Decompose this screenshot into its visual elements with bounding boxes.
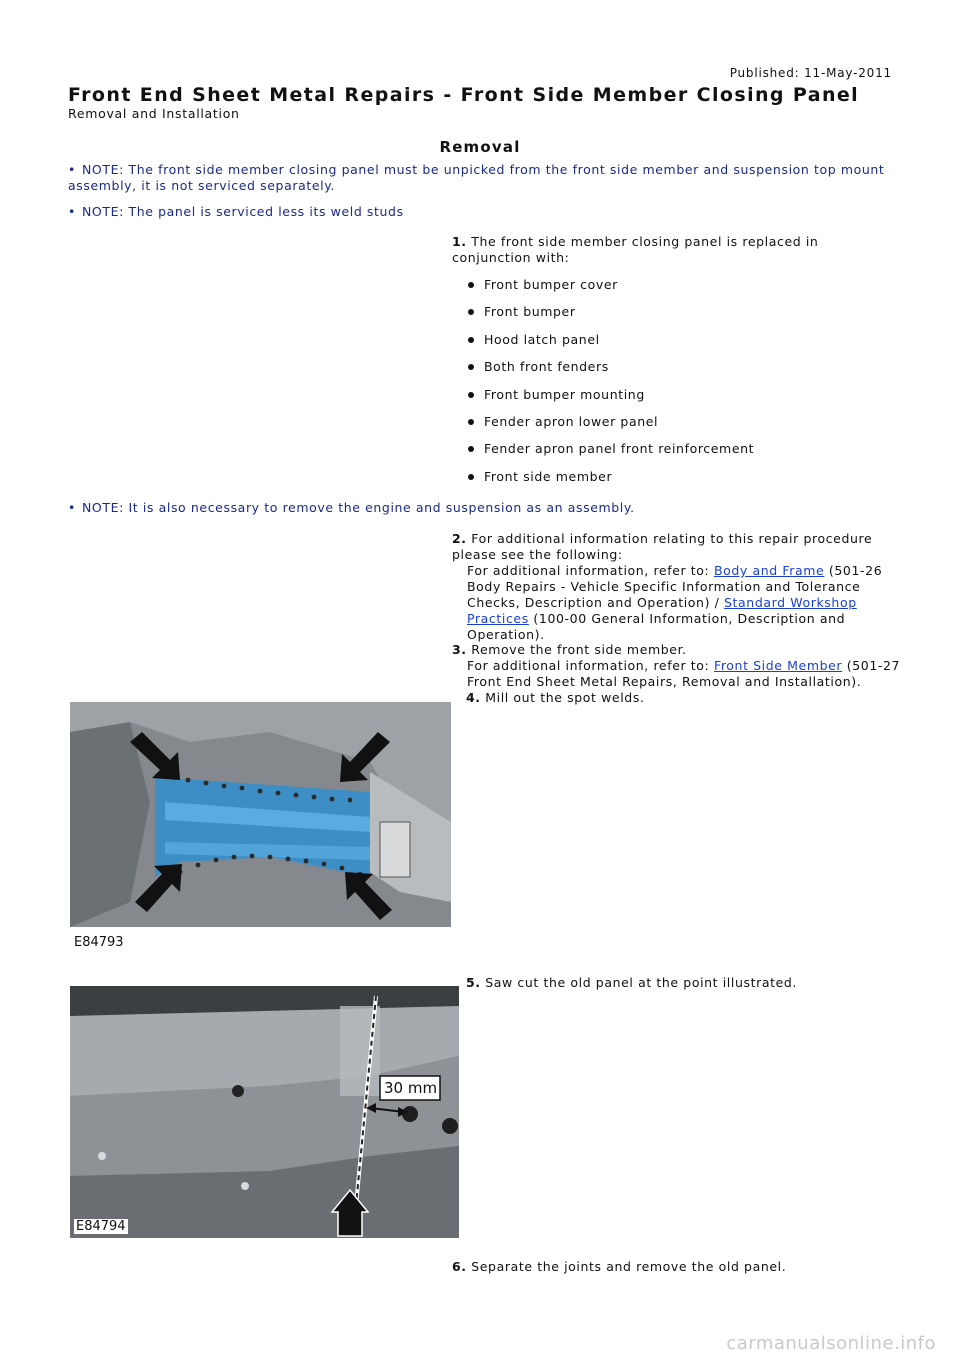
bullet-icon [468,446,474,452]
list-item-label: Front bumper mounting [484,386,645,402]
step-text: The front side member closing panel is replaced in conjunction with: [452,234,819,265]
bullet-icon [468,474,474,480]
saw-cut-drawing [70,986,459,1238]
note-bullet: • [68,500,76,515]
step-2 [452,531,902,643]
link-standard-workshop-practices[interactable]: Standard Workshop Practices [467,595,857,626]
list-item-label: Front side member [484,468,613,484]
reference-text: (501-27 Front End Sheet Metal Repairs, Removal and Installation). [467,658,901,689]
link-body-and-frame[interactable]: Body and Frame [713,563,825,578]
note-text: NOTE: It is also necessary to remove the engine and suspension as an assembly. [81,500,635,515]
step-text: Saw cut the old panel at the point illustrated. [485,975,797,990]
figure-label: E84794 [76,1219,126,1234]
spot-weld-illustration [70,702,451,954]
bullet-icon [468,419,474,425]
step-number: 6. [452,1259,467,1274]
figure-label: E84793 [74,935,124,950]
reference-text: (501-26 Body Repairs - Vehicle Specific Information and Tolerance Checks, Description and Operation) / [467,563,883,610]
component-list [468,277,888,496]
list-item-label: Fender apron lower panel [484,413,659,429]
step-text: Separate the joints and remove the old panel. [471,1259,787,1274]
list-item [468,414,888,441]
step-3 [452,642,902,690]
note-unpick-panel [68,162,888,194]
refer-text: For additional information, refer to: [467,658,710,673]
step-2-reference [452,563,902,643]
page-title: Front End Sheet Metal Repairs - Front Side Member Closing Panel [68,84,860,106]
bullet-icon [468,309,474,315]
note-engine-suspension [68,500,888,516]
step-1 [452,234,902,266]
bullet-icon [468,364,474,370]
list-item-label: Fender apron panel front reinforcement [484,441,755,457]
step-text: Remove the front side member. [471,642,687,657]
bullet-icon [468,282,474,288]
list-item-label: Front bumper cover [484,277,618,292]
step-number: 3. [452,642,467,657]
dimension-label: 30 mm [384,1079,438,1097]
note-weld-studs [68,204,888,220]
step-6 [452,1259,902,1275]
published-date: Published: 11-May-2011 [729,66,892,80]
section-heading-removal: Removal [439,138,521,156]
bullet-icon [468,392,474,398]
step-number: 4. [466,690,481,705]
note-bullet: • [68,204,76,219]
note-text: NOTE: The front side member closing panel must be unpicked from the front side member and suspension top mount assembly, it is not serviced separately. [68,162,885,193]
list-item [468,469,888,496]
list-item-label: Front bumper [484,304,576,320]
bullet-icon [468,337,474,343]
list-item [468,332,888,359]
list-item [468,441,888,468]
spot-weld-drawing [70,702,451,954]
list-item [468,277,888,304]
list-item [468,387,888,414]
page-subtitle: Removal and Installation [68,106,240,121]
reference-text: (100-00 General Information, Description and Operation). [467,611,846,642]
refer-text: For additional information, refer to: [467,563,710,578]
step-4 [466,690,916,706]
list-item-label: Both front fenders [484,359,609,375]
note-text: NOTE: The panel is serviced less its weld studs [81,204,404,219]
list-item [468,304,888,331]
link-front-side-member[interactable]: Front Side Member [713,658,843,673]
list-item [468,359,888,386]
step-text: Mill out the spot welds. [485,690,645,705]
step-3-reference [452,658,902,690]
site-watermark: carmanualsonline.info [726,1333,936,1354]
step-number: 1. [452,234,467,249]
step-number: 5. [466,975,481,990]
list-item-label: Hood latch panel [484,331,600,347]
step-text: For additional information relating to this repair procedure please see the following: [452,531,873,562]
step-5 [466,975,916,991]
step-number: 2. [452,531,467,546]
note-bullet: • [68,162,76,177]
saw-cut-illustration [70,986,459,1238]
